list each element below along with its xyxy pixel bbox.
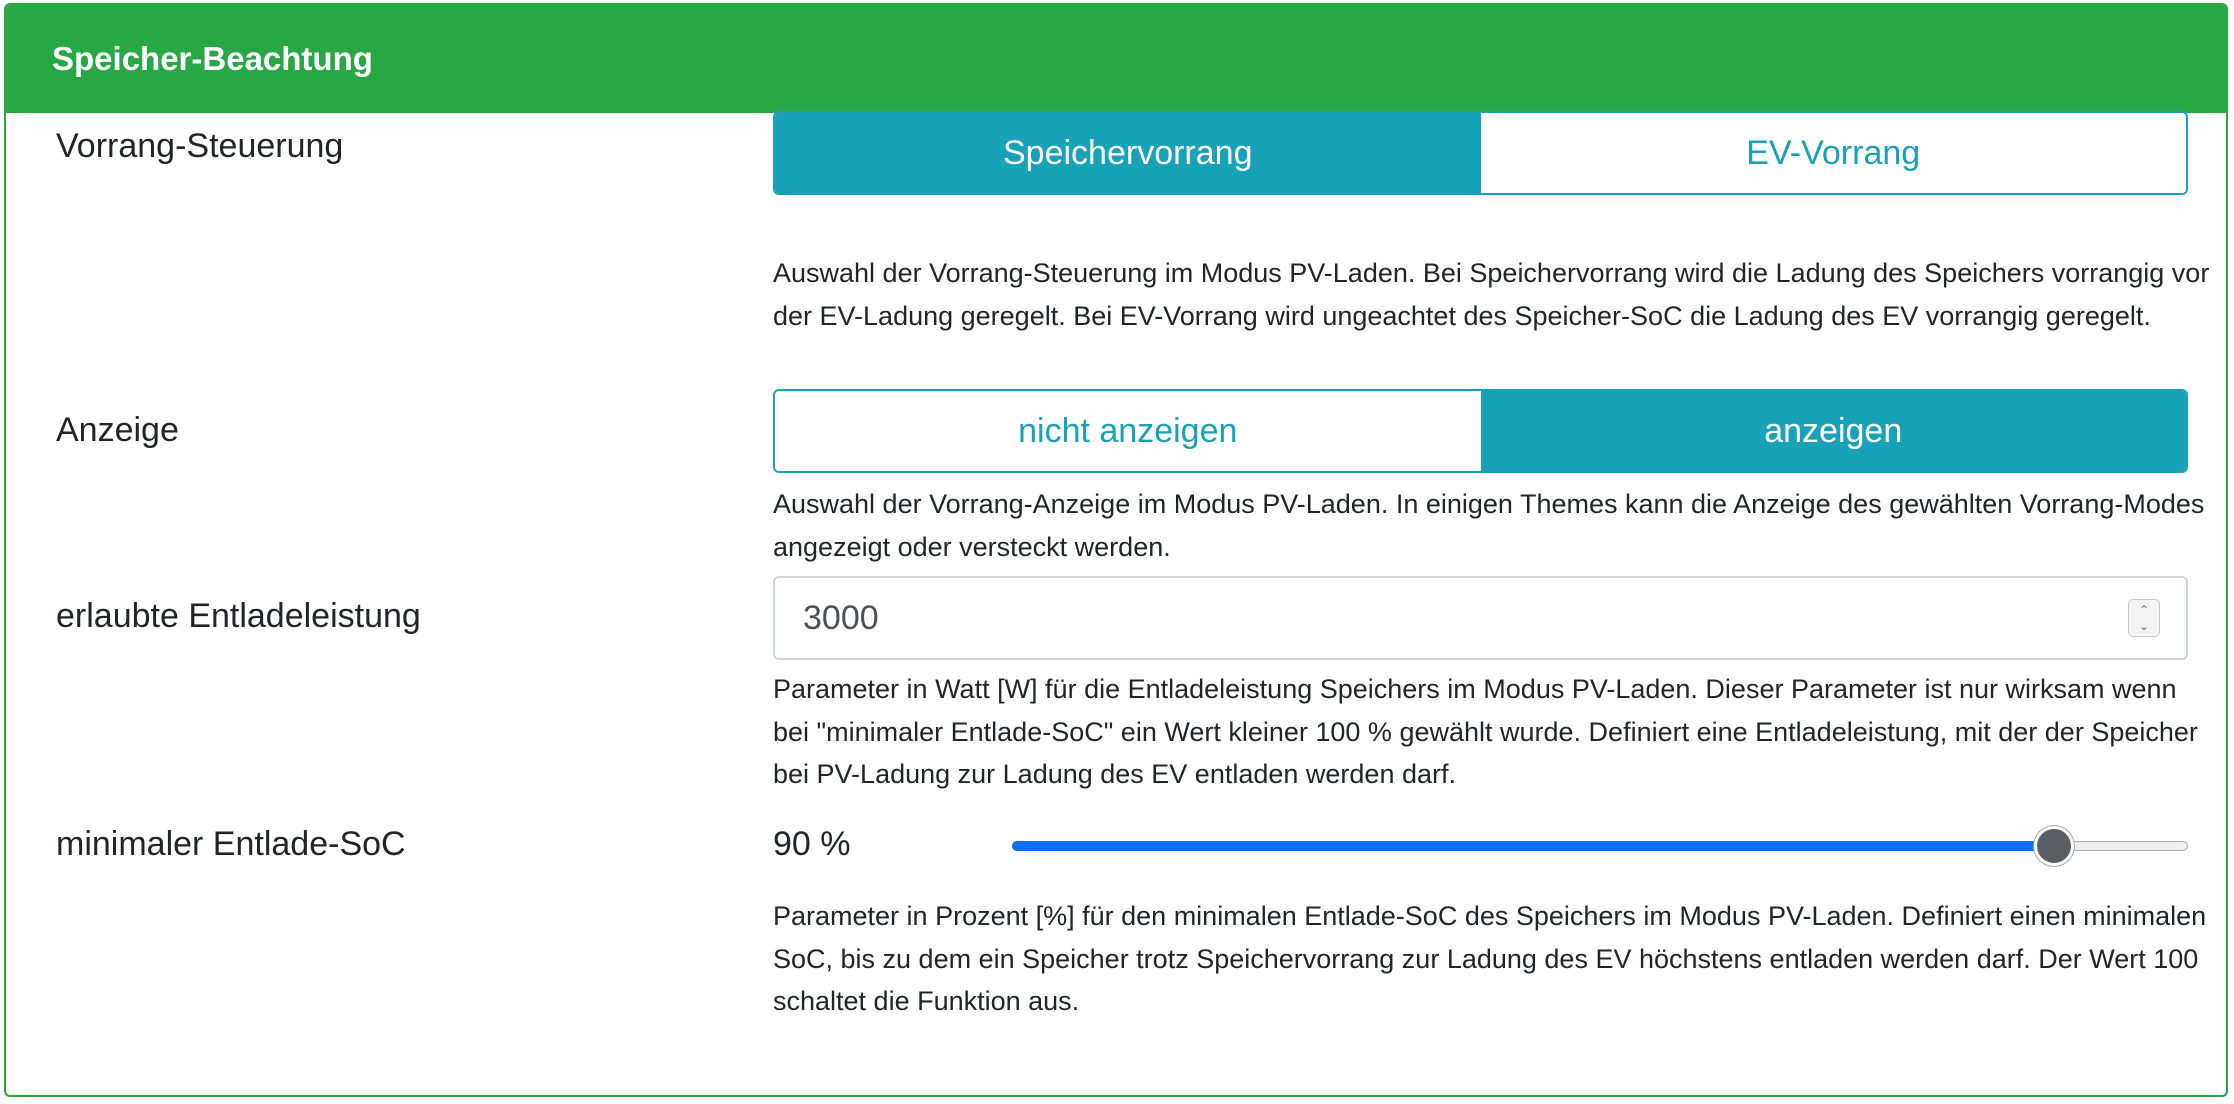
slider-fill (1012, 841, 2054, 851)
speichervorrang-button[interactable]: Speichervorrang (775, 113, 1481, 193)
min-soc-slider[interactable] (1012, 841, 2188, 851)
entladeleistung-input[interactable] (773, 576, 2188, 660)
anzeige-label: Anzeige (56, 411, 179, 449)
vorrang-steuerung-help: Auswahl der Vorrang-Steuerung im Modus PV-Laden. Bei Speichervorrang wird die Ladung des Speichers vorrangig vor der EV-Ladung geregelt. Bei EV-Vorrang wird ungeachtet des Speicher-SoC die Ladung des EV vorrangig geregelt. (773, 258, 2210, 331)
min-soc-label: minimaler Entlade-SoC (56, 825, 406, 863)
min-soc-value: 90 % (773, 825, 851, 863)
anzeige-help: Auswahl der Vorrang-Anzeige im Modus PV-Laden. In einigen Themes kann die Anzeige des gewählten Vorrang-Modes angezeigt oder versteckt werden. (773, 489, 2205, 562)
speicher-beachtung-card (4, 3, 2228, 1097)
min-soc-help: Parameter in Prozent [%] für den minimalen Entlade-SoC des Speichers im Modus PV-Laden. Definiert einen minimalen SoC, bis zu dem ein Speicher trotz Speichervorrang zur Ladung des EV höchstens entladen werden darf. Der Wert 100 schaltet die Funktion aus. (773, 901, 2207, 1016)
entladeleistung-value: 3000 (803, 599, 879, 637)
entladeleistung-help: Parameter in Watt [W] für die Entladeleistung Speichers im Modus PV-Laden. Dieser Parameter ist nur wirksam wenn bei "minimaler Entlade-SoC" ein Wert kleiner 100 % gewählt wurde. Definiert eine Entladeleistung, mit der der Speicher bei PV-Ladung zur Ladung des EV entladen werden darf. (773, 674, 2198, 789)
slider-thumb[interactable] (2034, 826, 2074, 866)
entladeleistung-label: erlaubte Entladeleistung (56, 597, 421, 635)
number-spinner-icon[interactable]: ⌃ ⌄ (2128, 599, 2160, 637)
card-title: Speicher-Beachtung (6, 5, 2226, 113)
anzeige-toggle (773, 389, 2188, 473)
nicht-anzeigen-button[interactable]: nicht anzeigen (775, 391, 1481, 471)
vorrang-steuerung-toggle (773, 111, 2188, 195)
anzeigen-button[interactable]: anzeigen (1481, 391, 2187, 471)
vorrang-steuerung-label: Vorrang-Steuerung (56, 127, 344, 165)
ev-vorrang-button[interactable]: EV-Vorrang (1481, 113, 2187, 193)
